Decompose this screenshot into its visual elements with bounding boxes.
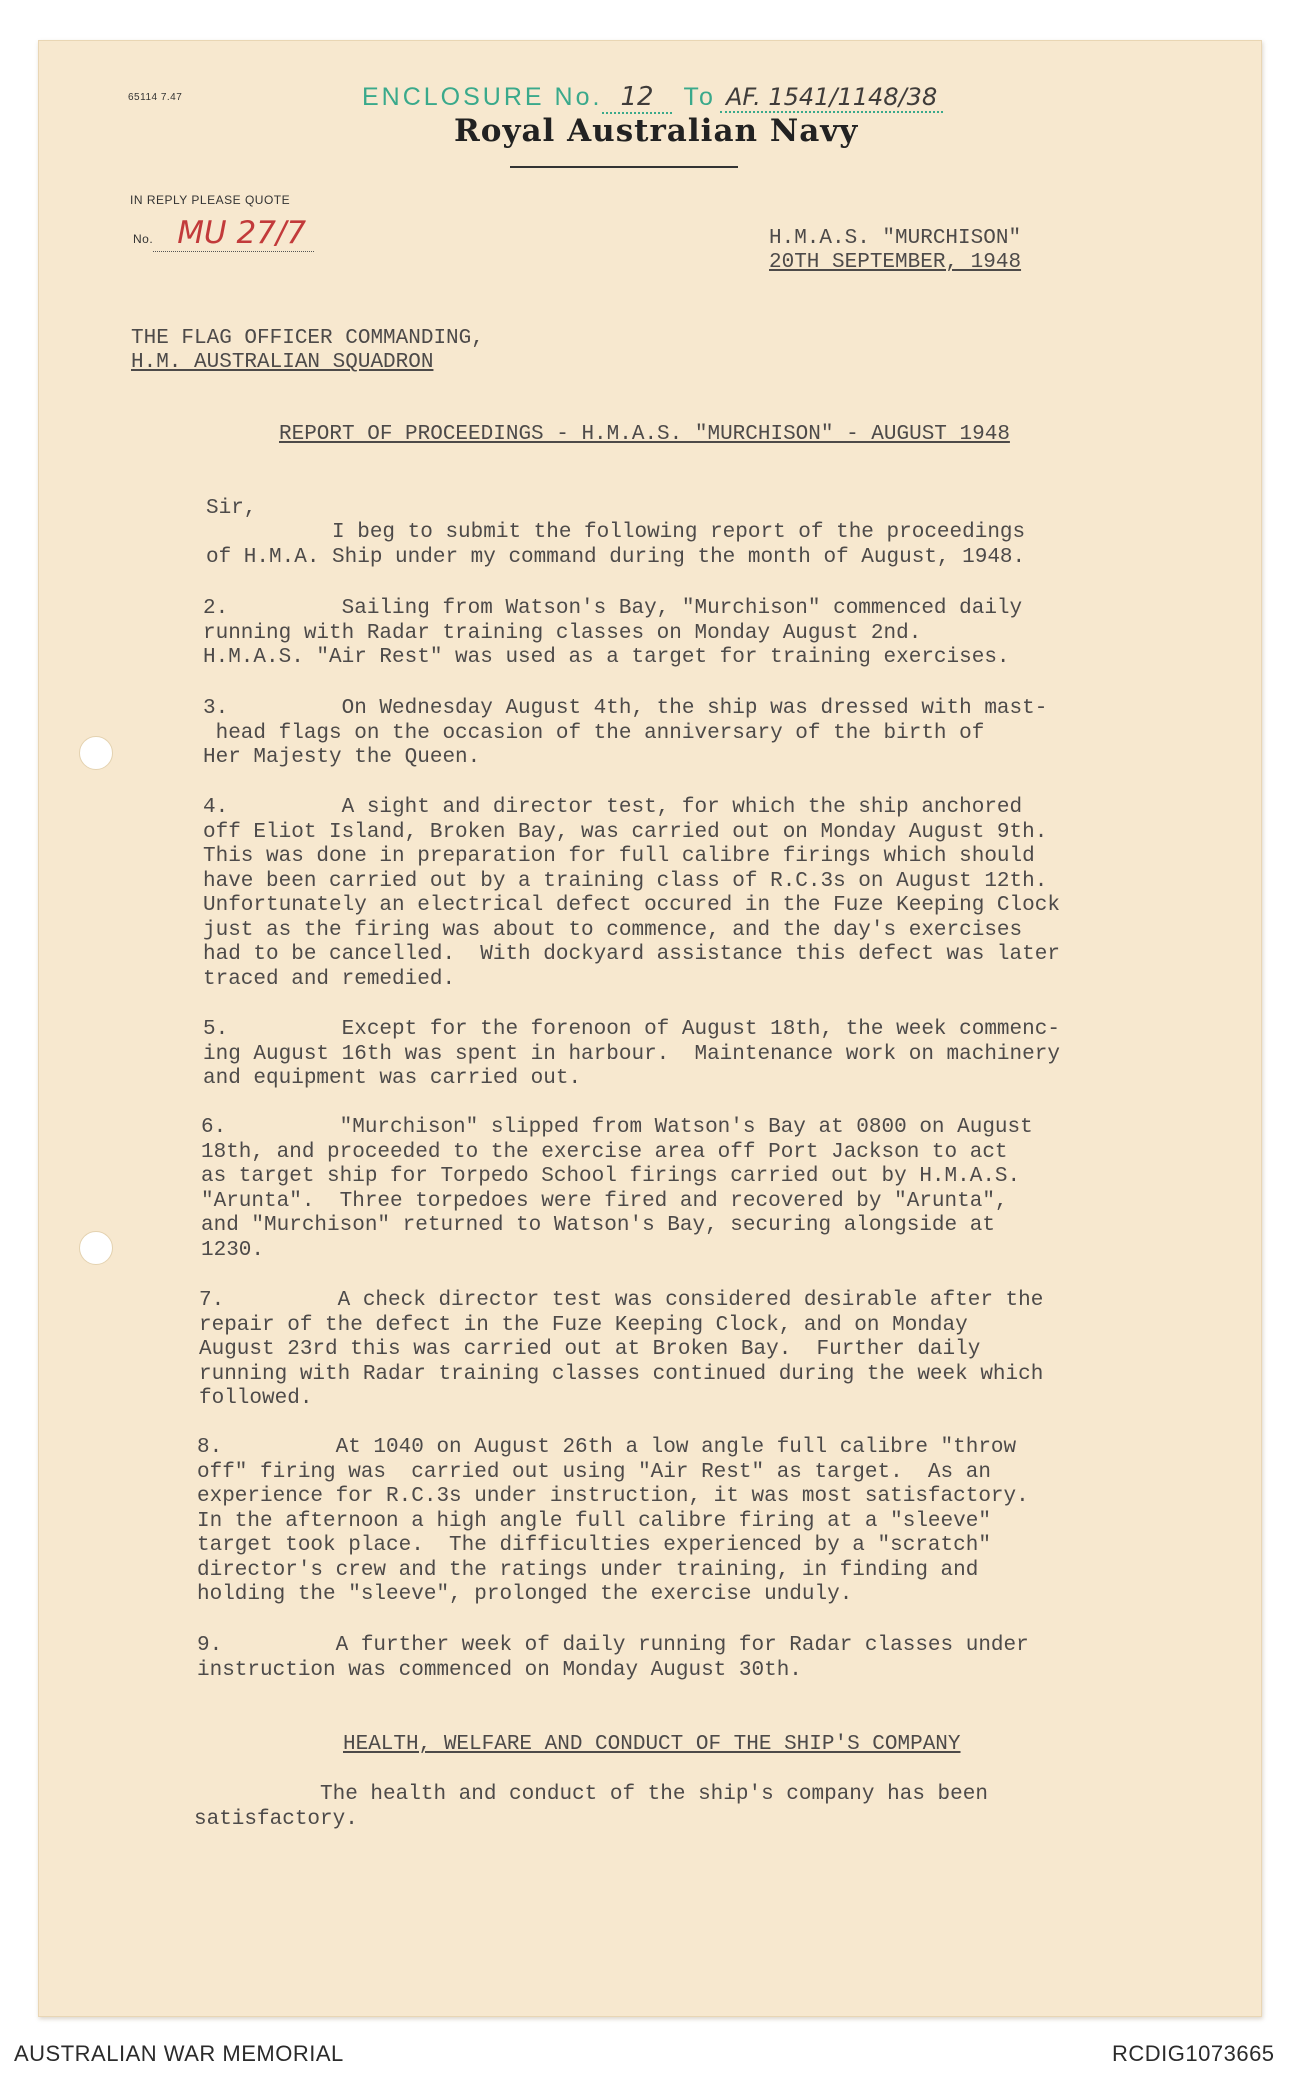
reply-quote-label: IN REPLY PLEASE QUOTE <box>130 193 291 207</box>
closing-paragraph: The health and conduct of the ship's company has been satisfactory. <box>194 1783 988 1831</box>
ship-name: H.M.A.S. "MURCHISON" <box>769 227 1022 250</box>
punch-hole <box>79 1231 113 1265</box>
footer-archive-name: AUSTRALIAN WAR MEMORIAL <box>14 2041 344 2066</box>
paragraph-6: 6. "Murchison" slipped from Watson's Bay at 0800 on August 18th, and proceeded to the exercise area off Port Jackson to act as target ship for Torpedo School firings carried out by H.M.A.S. "Arunta". Three torpedoes were fired and recovered by "Arunta", and "Murchison" returned to Watson's Bay, securing alongside at 1230. <box>201 1116 1033 1262</box>
salutation: Sir, <box>206 497 257 520</box>
enclosure-number: 12 <box>602 82 671 114</box>
form-number: 65114 7.47 <box>128 92 183 103</box>
paragraph-7: 7. A check director test was considered desirable after the repair of the defect in the Fuze Keeping Clock, and on Monday August 23rd this was carried out at Broken Bay. Further daily running with Radar training classes continued during the week which followed. <box>199 1289 1044 1410</box>
paragraph-4: 4. A sight and director test, for which the ship anchored off Eliot Island, Broken Bay, was carried out on Monday August 9th. This was done in preparation for full calibre firings which should have been carried out by a training class of R.C.3s on August 12th. Unfortunately an electrical defect occured in the Fuze Keeping Clock just as the firing was about to commence, and the day's exercises had to be cancelled. With dockyard assistance this defect was later traced and remedied. <box>203 796 1060 991</box>
reply-number-line <box>133 215 314 252</box>
paragraph-9: 9. A further week of daily running for Radar classes under instruction was commenced on Monday August 30th. <box>197 1634 1029 1682</box>
file-reference: AF. 1541/1148/38 <box>720 83 943 113</box>
reply-number: MU 27/7 <box>153 215 314 252</box>
report-title: REPORT OF PROCEEDINGS - H.M.A.S. "MURCHISON" - AUGUST 1948 <box>279 423 1010 446</box>
letter-date: 20TH SEPTEMBER, 1948 <box>769 251 1022 274</box>
section-heading: HEALTH, WELFARE AND CONDUCT OF THE SHIP'S COMPANY <box>343 1733 961 1756</box>
addressee-line-1: THE FLAG OFFICER COMMANDING, <box>131 327 484 350</box>
paragraph-1: I beg to submit the following report of the proceedings of H.M.A. Ship under my command during the month of August, 1948. <box>206 521 1026 569</box>
enclosure-stamp <box>362 82 943 112</box>
enclosure-label: ENCLOSURE No. <box>362 83 603 111</box>
letterhead-rule <box>510 166 738 168</box>
paragraph-3: 3. On Wednesday August 4th, the ship was dressed with mast- head flags on the occasion of the anniversary of the birth of Her Majesty the Queen. <box>203 697 1048 769</box>
punch-hole <box>79 736 113 770</box>
footer-record-id: RCDIG1073665 <box>1112 2041 1275 2066</box>
paragraph-2: 2. Sailing from Watson's Bay, "Murchison" commenced daily running with Radar training classes on Monday August 2nd. H.M.A.S. "Air Rest" was used as a target for training exercises. <box>203 597 1023 669</box>
letterhead-title: Royal Australian Navy <box>454 113 859 149</box>
paragraph-8: 8. At 1040 on August 26th a low angle full calibre "throw off" firing was carried out using "Air Rest" as target. As an experience for R.C.3s under instruction, it was most satisfactory. In the afternoon a high angle full calibre firing at a "sleeve" target took place. The difficulties experienced by a "scratch" director's crew and the ratings under training, in finding and holding the "sleeve", prolonged the exercise unduly. <box>197 1436 1029 1606</box>
paragraph-5: 5. Except for the forenoon of August 18th, the week commenc- ing August 16th was spent in harbour. Maintenance work on machinery and equipment was carried out. <box>203 1018 1060 1090</box>
addressee-line-2: H.M. AUSTRALIAN SQUADRON <box>131 351 434 374</box>
enclosure-to-label: To <box>683 83 716 111</box>
number-label: No. <box>133 232 154 246</box>
